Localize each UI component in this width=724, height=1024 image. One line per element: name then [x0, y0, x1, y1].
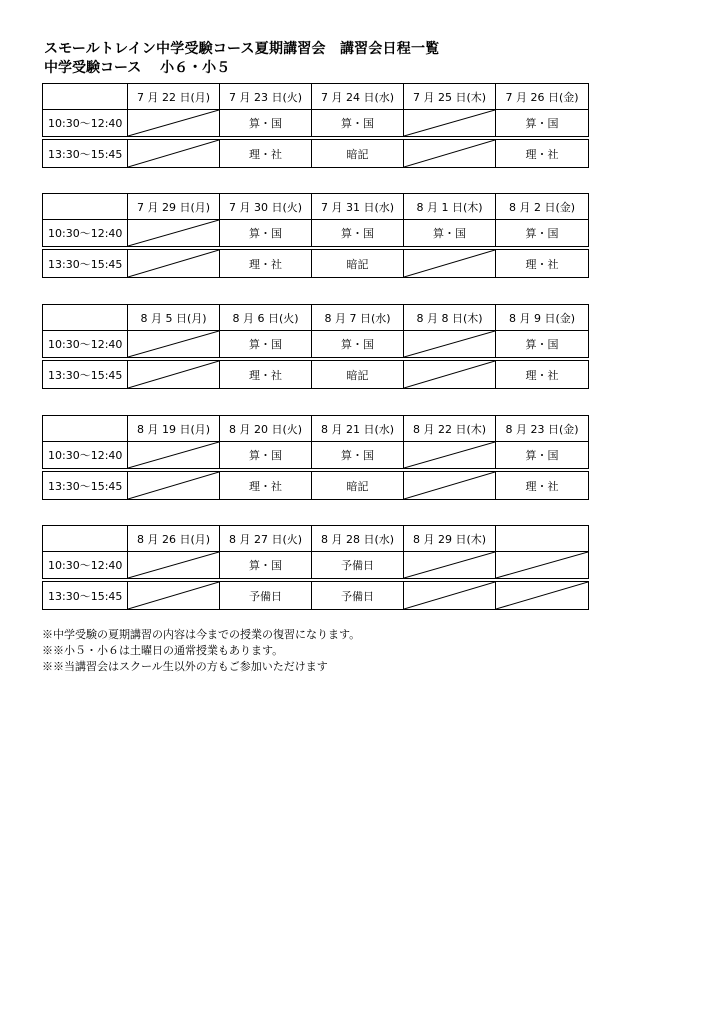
subject-cell: 算・国 — [496, 442, 589, 471]
date-cell: 8 月 8 日(木) — [404, 305, 496, 331]
date-cell: 7 月 31 日(水) — [312, 194, 404, 220]
blank-slash — [404, 582, 495, 609]
no-class-cell — [404, 470, 496, 500]
blank-slash — [128, 582, 219, 609]
no-class-cell — [128, 138, 220, 168]
no-class-cell — [128, 552, 220, 581]
date-row — [43, 305, 589, 331]
subject-cell: 算・国 — [220, 331, 312, 360]
subject-cell: 予備日 — [220, 580, 312, 610]
morning-row — [43, 552, 589, 581]
note-line: ※※小５・小６は土曜日の通常授業もあります。 — [42, 644, 284, 657]
subject-cell: 予備日 — [312, 580, 404, 610]
subject-cell: 算・国 — [312, 110, 404, 139]
date-cell: 7 月 22 日(月) — [128, 84, 220, 110]
blank-slash — [128, 361, 219, 388]
week-table — [42, 525, 589, 610]
subject-cell: 理・社 — [220, 248, 312, 278]
subject-cell: 理・社 — [220, 359, 312, 389]
no-class-cell — [496, 580, 589, 610]
time-label: 10:30～12:40 — [43, 220, 128, 249]
subject-cell: 算・国 — [220, 220, 312, 249]
time-label: 10:30～12:40 — [43, 552, 128, 581]
afternoon-row — [43, 138, 589, 168]
page-title: スモールトレイン中学受験コース夏期講習会 講習会日程一覧 — [44, 41, 440, 57]
no-class-cell — [404, 248, 496, 278]
afternoon-row — [43, 580, 589, 610]
date-cell: 7 月 23 日(火) — [220, 84, 312, 110]
subject-cell: 暗記 — [312, 470, 404, 500]
date-cell: 8 月 29 日(木) — [404, 526, 496, 552]
note-line: ※※当講習会はスクール生以外の方もご参加いただけます — [42, 660, 328, 673]
date-cell: 7 月 29 日(月) — [128, 194, 220, 220]
subject-cell: 算・国 — [220, 442, 312, 471]
morning-row — [43, 442, 589, 471]
blank-slash — [496, 582, 588, 609]
afternoon-row — [43, 359, 589, 389]
blank-slash — [128, 331, 219, 357]
time-label: 13:30～15:45 — [43, 580, 128, 610]
blank-slash — [128, 552, 219, 578]
no-class-cell — [404, 110, 496, 139]
date-cell: 8 月 1 日(木) — [404, 194, 496, 220]
no-class-cell — [404, 442, 496, 471]
time-label: 13:30～15:45 — [43, 359, 128, 389]
blank-slash — [128, 140, 219, 167]
subject-cell: 算・国 — [404, 220, 496, 249]
blank-slash — [128, 472, 219, 499]
no-class-cell — [128, 470, 220, 500]
subject-cell: 算・国 — [312, 442, 404, 471]
date-cell: 8 月 28 日(水) — [312, 526, 404, 552]
subject-cell: 理・社 — [496, 359, 589, 389]
date-cell — [496, 526, 589, 552]
subject-cell: 算・国 — [496, 110, 589, 139]
date-cell: 8 月 26 日(月) — [128, 526, 220, 552]
time-label: 13:30～15:45 — [43, 248, 128, 278]
date-cell: 8 月 19 日(月) — [128, 416, 220, 442]
no-class-cell — [128, 110, 220, 139]
subject-cell: 理・社 — [220, 138, 312, 168]
no-class-cell — [404, 331, 496, 360]
subject-cell: 暗記 — [312, 359, 404, 389]
date-row — [43, 194, 589, 220]
date-cell: 8 月 22 日(木) — [404, 416, 496, 442]
no-class-cell — [496, 552, 589, 581]
week-table — [42, 415, 589, 500]
no-class-cell — [404, 359, 496, 389]
no-class-cell — [404, 138, 496, 168]
time-label: 13:30～15:45 — [43, 470, 128, 500]
blank-slash — [404, 110, 495, 136]
date-row — [43, 526, 589, 552]
blank-slash — [404, 331, 495, 357]
no-class-cell — [404, 580, 496, 610]
date-cell: 8 月 5 日(月) — [128, 305, 220, 331]
no-class-cell — [128, 331, 220, 360]
date-cell: 8 月 9 日(金) — [496, 305, 589, 331]
subject-cell: 算・国 — [220, 552, 312, 581]
notes — [42, 627, 360, 675]
blank-slash — [128, 442, 219, 468]
date-cell: 8 月 23 日(金) — [496, 416, 589, 442]
week-table — [42, 193, 589, 278]
blank-slash — [128, 250, 219, 277]
corner-cell — [43, 416, 128, 442]
date-cell: 8 月 21 日(水) — [312, 416, 404, 442]
corner-cell — [43, 305, 128, 331]
time-label: 10:30～12:40 — [43, 331, 128, 360]
date-row — [43, 416, 589, 442]
time-label: 10:30～12:40 — [43, 110, 128, 139]
date-cell: 8 月 20 日(火) — [220, 416, 312, 442]
date-cell: 7 月 30 日(火) — [220, 194, 312, 220]
no-class-cell — [128, 359, 220, 389]
blank-slash — [404, 140, 495, 167]
no-class-cell — [128, 248, 220, 278]
subject-cell: 予備日 — [312, 552, 404, 581]
blank-slash — [404, 552, 495, 578]
blank-slash — [496, 552, 588, 578]
subject-cell: 算・国 — [312, 220, 404, 249]
no-class-cell — [128, 220, 220, 249]
page-subtitle: 中学受験コース 小６・小５ — [44, 60, 231, 76]
subject-cell: 暗記 — [312, 138, 404, 168]
blank-slash — [404, 472, 495, 499]
afternoon-row — [43, 470, 589, 500]
morning-row — [43, 220, 589, 249]
subject-cell: 算・国 — [220, 110, 312, 139]
week-table — [42, 304, 589, 389]
date-row — [43, 84, 589, 110]
no-class-cell — [404, 552, 496, 581]
time-label: 10:30～12:40 — [43, 442, 128, 471]
time-label: 13:30～15:45 — [43, 138, 128, 168]
date-cell: 8 月 6 日(火) — [220, 305, 312, 331]
subject-cell: 理・社 — [220, 470, 312, 500]
date-cell: 8 月 2 日(金) — [496, 194, 589, 220]
subject-cell: 算・国 — [496, 331, 589, 360]
blank-slash — [128, 220, 219, 246]
date-cell: 7 月 25 日(木) — [404, 84, 496, 110]
date-cell: 7 月 24 日(水) — [312, 84, 404, 110]
week-table — [42, 83, 589, 168]
subject-cell: 理・社 — [496, 470, 589, 500]
subject-cell: 算・国 — [496, 220, 589, 249]
date-cell: 8 月 27 日(火) — [220, 526, 312, 552]
note-line: ※中学受験の夏期講習の内容は今までの授業の復習になります。 — [42, 628, 361, 641]
subject-cell: 理・社 — [496, 138, 589, 168]
corner-cell — [43, 526, 128, 552]
morning-row — [43, 110, 589, 139]
afternoon-row — [43, 248, 589, 278]
subject-cell: 暗記 — [312, 248, 404, 278]
corner-cell — [43, 84, 128, 110]
morning-row — [43, 331, 589, 360]
date-cell: 8 月 7 日(水) — [312, 305, 404, 331]
blank-slash — [404, 250, 495, 277]
subject-cell: 算・国 — [312, 331, 404, 360]
blank-slash — [128, 110, 219, 136]
subject-cell: 理・社 — [496, 248, 589, 278]
no-class-cell — [128, 580, 220, 610]
blank-slash — [404, 442, 495, 468]
corner-cell — [43, 194, 128, 220]
date-cell: 7 月 26 日(金) — [496, 84, 589, 110]
blank-slash — [404, 361, 495, 388]
no-class-cell — [128, 442, 220, 471]
